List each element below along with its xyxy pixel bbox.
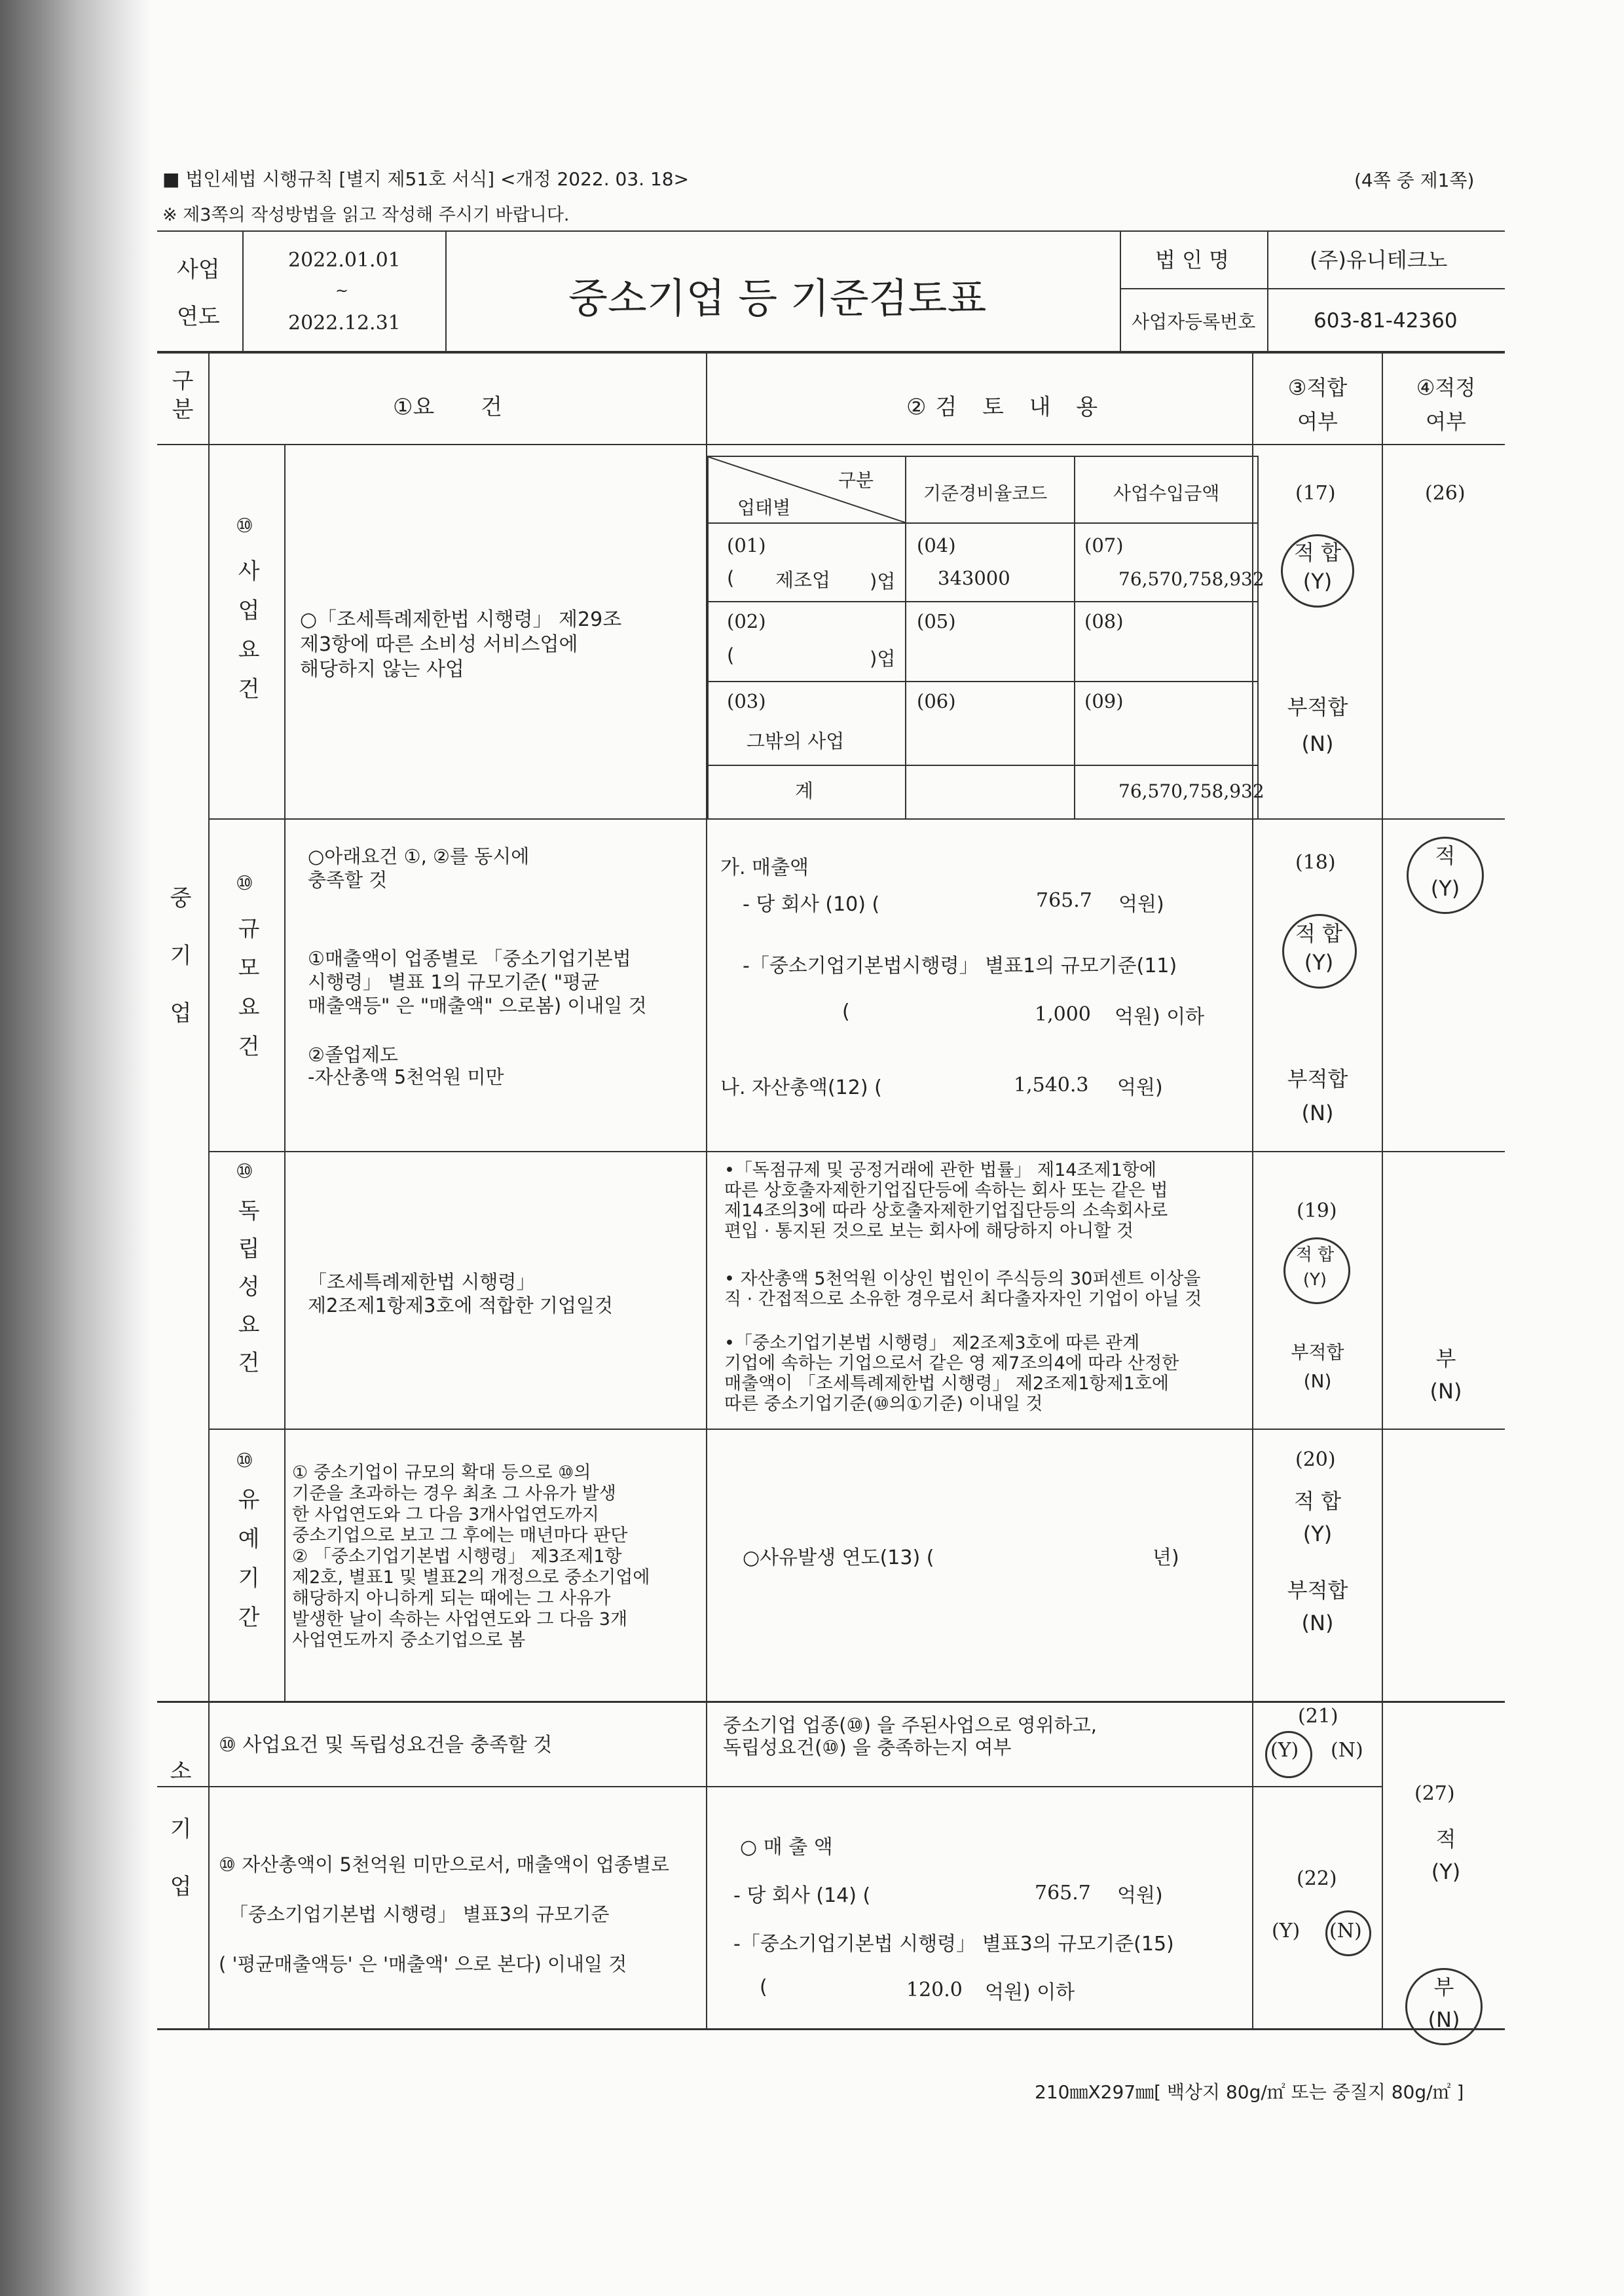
rule-line	[1382, 352, 1383, 2028]
rule-line	[157, 351, 1505, 354]
sec103-appropriate-no: 부 (N)	[1430, 1346, 1462, 1404]
rule-line	[284, 444, 286, 1701]
sec103-label: 독 립 성 요 건	[238, 1198, 260, 1376]
rule-line	[157, 1786, 1383, 1787]
row1-close: )업	[870, 570, 896, 592]
table-total-amount: 76,570,758,932	[1118, 780, 1264, 802]
sec102-req-1: ①매출액이 업종별로 「중소기업기본법 시행령」 별표 1의 규모기준( "평균 매출액등" 은 "매출액" 으로봄) 이내일 것	[308, 947, 647, 1017]
year-label: 연도	[177, 304, 220, 330]
table-total-label: 계	[795, 780, 814, 802]
sec104-review: ○사유발생 연도(13) (	[743, 1546, 934, 1569]
corp-name-label: 법 인 명	[1155, 247, 1230, 272]
sec101-fit-yes: 적 합 (Y)	[1294, 540, 1341, 594]
sec106-requirement-2: 「중소기업기본법 시행령」 별표3의 규모기준	[229, 1903, 610, 1925]
sec105-requirement: ⑩ 사업요건 및 독립성요건을 충족할 것	[219, 1734, 553, 1757]
rule-line	[208, 1429, 1505, 1430]
row2-amount-no: (08)	[1084, 610, 1124, 632]
period-start: 2022.01.01	[288, 249, 401, 272]
rule-line	[157, 1701, 1505, 1703]
sec102-req-2: ②졸업제도 -자산총액 5천억원 미만	[308, 1044, 504, 1088]
sec103-requirement: 「조세특례제한법 시행령」 제2조제1항제3호에 적합한 기업일것	[308, 1271, 613, 1317]
row3-amount-no: (09)	[1084, 690, 1124, 712]
sec103-review-2: • 자산총액 5천억원 이상인 법인이 주식등의 30퍼센트 이상을 직 · 간접적으로 소유한 경우로서 최다출자자인 기업이 아닐 것	[724, 1269, 1202, 1309]
regulation-title: ■ 법인세법 시행규칙 [별지 제51호 서식] <개정 2022. 03. 18>	[162, 168, 690, 190]
row3-no: (03)	[727, 690, 766, 712]
rule-line	[157, 230, 1505, 232]
sec102-review-a2: -「중소기업기본법시행령」 별표1의 규모기준(11)	[743, 955, 1177, 977]
sec101-fit-no: 부적합 (N)	[1287, 695, 1348, 756]
rule-line	[707, 522, 1259, 524]
col-fit-header: ③적합 여부	[1287, 375, 1348, 434]
table-head-amount: 사업수입금액	[1113, 483, 1220, 504]
sec102-review-a2-unit: 억원) 이하	[1115, 1006, 1205, 1029]
corp-name: (주)유니테크노	[1310, 247, 1448, 272]
rule-line	[157, 2028, 1505, 2030]
sec102-number: ⑩	[236, 872, 253, 895]
sec102-appropriate-yes: 적 (Y)	[1430, 843, 1460, 901]
sec102-review-b-unit: 억원)	[1117, 1076, 1163, 1099]
table-head-category: 구분	[838, 469, 874, 491]
col-requirement-header: ①요 건	[393, 394, 502, 420]
sec106-appropriate-no: 부 (N)	[1428, 1975, 1460, 2032]
sec104-number: ⑩	[236, 1449, 253, 1472]
sec106-review-3-unit: 억원) 이하	[985, 1981, 1075, 2004]
rule-line	[707, 818, 1259, 820]
sec102-review-a: 가. 매출액	[720, 856, 809, 879]
form-title: 중소기업 등 기준검토표	[568, 274, 987, 322]
rule-line	[1074, 456, 1075, 820]
row2-close: )업	[870, 647, 896, 670]
row2-no: (02)	[727, 610, 766, 632]
row1-amount-no: (07)	[1084, 534, 1124, 556]
sec104-fit-no: 부적합 (N)	[1287, 1578, 1348, 1635]
sec102-review-a2-open: (	[842, 1000, 850, 1023]
row1-code: 343000	[938, 567, 1010, 589]
sec102-review-a2-value: 1,000	[1035, 1003, 1091, 1026]
row1-no: (01)	[727, 534, 766, 556]
sec102-review-b-value: 1,540.3	[1014, 1074, 1089, 1097]
row1-open: (	[727, 567, 735, 589]
instruction-note: ※ 제3쪽의 작성방법을 읽고 작성해 주시기 바랍니다.	[162, 205, 570, 225]
sec106-requirement-3: ( '평균매출액등' 은 '매출액' 으로 본다) 이내일 것	[219, 1953, 627, 1975]
rule-line	[1252, 352, 1253, 2028]
side-label-small: 소 기 업	[170, 1758, 192, 1900]
rule-line	[157, 444, 1505, 445]
col-appropriate-header: ④적정 여부	[1416, 375, 1476, 434]
sec104-label: 유 예 기 간	[238, 1487, 260, 1631]
sec106-review-3-value: 120.0	[906, 1978, 963, 2001]
row3-industry: 그밖의 사업	[747, 730, 845, 752]
sec104-requirement: ① 중소기업이 규모의 확대 등으로 ⑩의 기준을 초과하는 경우 최초 그 사유가 발생 한 사업연도와 그 다음 3개사업연도까지 중소기업으로 보고 그 후에는 매년마다 판단 ② 「중소기업기본법 시행령」 제3조제1항 제2호, 별표1 및 별표2의 개정으로 중소기업에 해당하지 아니하게 되는 때에는 그 사유가 발생한 날이 속하는 사업연도와 그 다음 3개 사업연도까지 중소기업으로 봄	[292, 1463, 650, 1650]
sec104-review-unit: 년)	[1153, 1546, 1179, 1569]
sec105-fit-y: (Y)	[1270, 1739, 1299, 1762]
rule-line	[445, 230, 447, 351]
period-tilde: ~	[335, 282, 349, 300]
sec102-review-a1-value: 765.7	[1036, 889, 1092, 912]
row3-code-no: (06)	[917, 690, 956, 712]
sec103-review-3: •「중소기업기본법 시행령」 제2조제3호에 따른 관계 기업에 속하는 기업으로서 같은 영 제7조의4에 따라 산정한 매출액이 「조세특례제한법 시행령」 제2조제1항제1호에 따른 중소기업기준(⑩의①기준) 이내일 것	[724, 1333, 1179, 1414]
rule-line	[1257, 456, 1259, 820]
row1-industry: 제조업	[775, 569, 831, 591]
rule-line	[208, 352, 210, 2028]
sec103-review-1: •「독점규제 및 공정거래에 관한 법률」 제14조제1항에 따른 상호출자제한기업집단등에 속하는 회사 또는 같은 법 제14조의3에 따라 상호출자제한기업집단등의 소속회사로 편입 · 통지된 것으로 보는 회사에 해당하지 아니할 것	[724, 1160, 1168, 1241]
rule-line	[707, 681, 1259, 682]
sec101-requirement: ○「조세특례제한법 시행령」 제29조 제3항에 따른 소비성 서비스업에 해당하지 않는 사업	[300, 608, 622, 681]
sec102-label: 규 모 요 건	[238, 916, 260, 1060]
sec105-fit-code: (21)	[1298, 1705, 1338, 1728]
sec106-requirement-1: ⑩ 자산총액이 5천억원 미만으로서, 매출액이 업종별로	[219, 1853, 670, 1876]
sec106-fit-code: (22)	[1297, 1867, 1337, 1890]
sec106-appropriate-code: (27)	[1414, 1782, 1455, 1805]
biz-no-label: 사업자등록번호	[1132, 311, 1256, 333]
biz-no: 603-81-42360	[1314, 309, 1458, 333]
sec103-fit-no: 부적합 (N)	[1291, 1341, 1344, 1392]
table-head-business: 업태별	[737, 497, 791, 519]
sec106-review-1: - 당 회사 (14) (	[733, 1884, 871, 1907]
sec102-fit-yes: 적 합 (Y)	[1295, 921, 1342, 975]
sec105-fit-n: (N)	[1331, 1739, 1363, 1762]
sec105-review: 중소기업 업종(⑩) 을 주된사업으로 영위하고, 독립성요건(⑩) 을 충족하는지 여부	[723, 1714, 1097, 1758]
sec101-fit-code: (17)	[1295, 482, 1336, 505]
sec106-fit-y: (Y)	[1272, 1920, 1301, 1942]
sec104-fit-code: (20)	[1295, 1448, 1336, 1471]
sec106-review-2: -「중소기업기본법 시행령」 별표3의 규모기준(15)	[733, 1933, 1174, 1956]
sec102-req-intro: ○아래요건 ①, ②를 동시에 충족할 것	[308, 845, 530, 891]
side-label-sme: 중 기 업	[170, 885, 192, 1027]
sec102-review-a1-unit: 억원)	[1118, 893, 1164, 916]
row2-open: (	[727, 644, 735, 666]
col-category-header: 구 분	[172, 368, 194, 423]
rule-line	[1120, 230, 1121, 351]
sec106-review-1-value: 765.7	[1035, 1882, 1091, 1904]
rule-line	[208, 1151, 1505, 1152]
sec102-fit-code: (18)	[1295, 851, 1336, 874]
table-head-code: 기준경비율코드	[923, 483, 1048, 504]
row1-code-no: (04)	[917, 534, 956, 556]
row2-code-no: (05)	[917, 610, 956, 632]
rule-line	[905, 456, 906, 820]
rule-line	[707, 601, 1259, 602]
page-indicator: (4쪽 중 제1쪽)	[1354, 170, 1475, 191]
sec103-fit-code: (19)	[1297, 1199, 1337, 1222]
sec104-fit-yes: 적 합 (Y)	[1294, 1489, 1341, 1546]
paper-spec: 210㎜X297㎜[ 백상지 80g/㎡ 또는 중질지 80g/㎡ ]	[1035, 2081, 1464, 2103]
sec106-review-3-open: (	[760, 1976, 767, 1999]
year-label: 사업	[177, 257, 220, 283]
sec106-fit-n: (N)	[1329, 1920, 1362, 1942]
rule-line	[707, 765, 1259, 766]
rule-line	[242, 230, 244, 351]
sec102-fit-no: 부적합 (N)	[1287, 1066, 1348, 1125]
sec106-review-title: ○ 매 출 액	[740, 1836, 833, 1859]
col-review-header: ②검 토 내 용	[906, 394, 1107, 420]
sec103-fit-yes: 적 합 (Y)	[1295, 1245, 1335, 1290]
sec102-review-a1: - 당 회사 (10) (	[743, 893, 880, 916]
sec106-appropriate-yes: 적 (Y)	[1431, 1827, 1461, 1884]
sec101-number: ⑩	[236, 515, 253, 538]
rule-line	[1120, 288, 1505, 289]
sec101-label: 사 업 요 건	[238, 558, 260, 702]
row1-amount: 76,570,758,932	[1118, 568, 1264, 590]
sec106-review-1-unit: 억원)	[1117, 1884, 1163, 1907]
rule-line	[1267, 230, 1268, 351]
period-end: 2022.12.31	[288, 312, 401, 335]
sec102-review-b: 나. 자산총액(12) (	[720, 1076, 882, 1099]
sec103-number: ⑩	[236, 1160, 253, 1183]
sec101-appropriate-code: (26)	[1425, 482, 1466, 505]
